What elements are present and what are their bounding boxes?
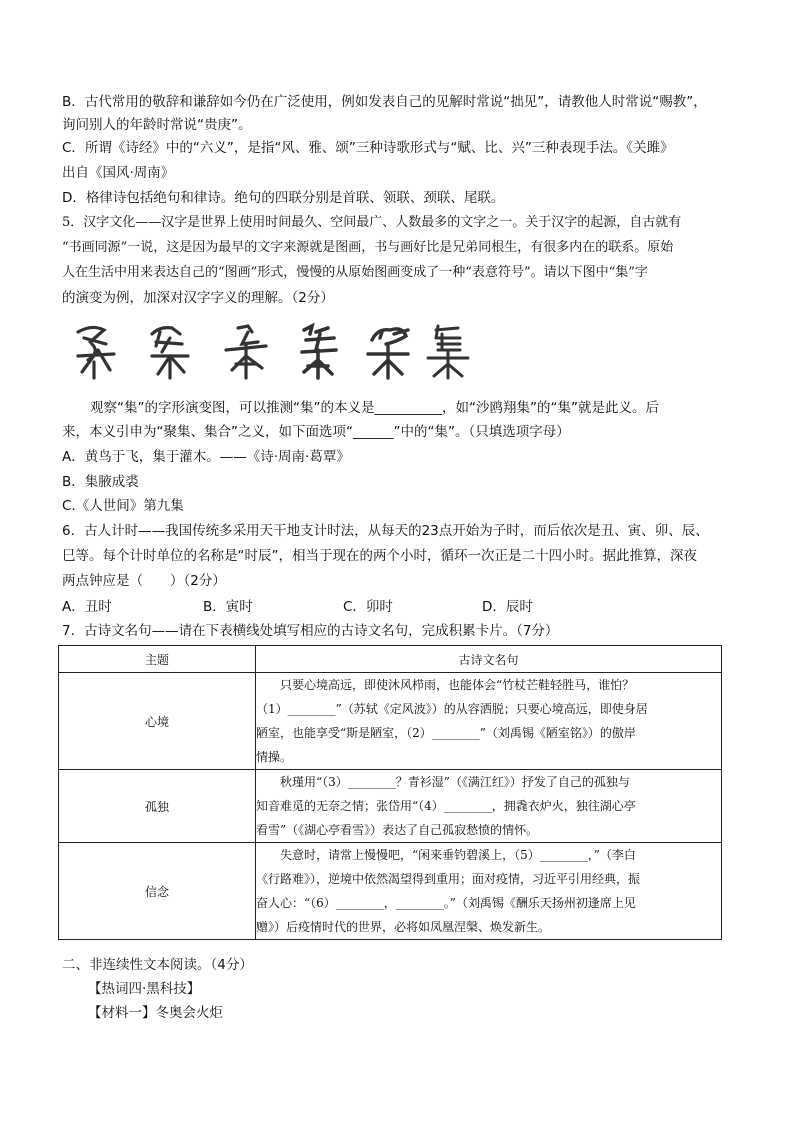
header-theme: 主题 xyxy=(59,646,256,673)
option-c-line-2: 出自《国风·周南》 xyxy=(62,165,175,181)
row-text-line: 《行路难》），逆境中依然渴望得到重用；面对疫情，习近平引用经典，振 xyxy=(256,872,641,886)
row-text-line: 赠》）后疫情时代的世界，必将如凤凰涅槃、焕发新生。 xyxy=(256,920,551,934)
table-header-row xyxy=(59,646,722,673)
row-text-line: 看雪”（《湖心亭看雪》）表达了自己孤寂愁愤的情怀。 xyxy=(256,823,539,837)
question-5-line-3: 人在生活中用来表达自己的“图画”形式，慢慢的从原始图画变成了一种“表意符号”。请以下图中“集”字 xyxy=(62,265,648,280)
row-text-line: 失意时，请常上慢慢吧，“闲来垂钓碧溪上，（5）________，”（李白 xyxy=(280,848,636,862)
row-body xyxy=(256,843,722,940)
option-b-line-1: B．古代常用的敬辞和谦辞如今仍在广泛使用，例如发表自己的见解时常说“拙见”，请教他人时常说“赐教”， xyxy=(62,94,707,110)
row-text-line: 只要心境高远，即使沐风栉雨，也能体会“竹杖芒鞋轻胜马，谁怕？ xyxy=(280,678,635,692)
ji-bronze-1-icon xyxy=(290,320,346,382)
material-1-heading: 【材料一】冬奥会火炬 xyxy=(88,1005,223,1021)
table-row xyxy=(59,843,722,940)
table-row xyxy=(59,673,722,770)
choice-b: B．集腋成裘 xyxy=(62,474,139,490)
question-6-line-2: 巳等。每个计时单位的名称是“时辰”，相当于现在的两个小时，循环一次正是二十四小时。据此推算，深夜 xyxy=(62,548,697,564)
ji-bronze-2-icon xyxy=(360,320,416,382)
hot-word-heading: 【热词四·黑科技】 xyxy=(88,981,201,997)
choice-c: C.《人世间》第九集 xyxy=(62,498,184,514)
q6-option-d: D．辰时 xyxy=(482,599,533,615)
ji-evolution-figure xyxy=(70,320,490,382)
row-text-line: 陋室，也能享受“斯是陋室，（2）________”（刘禹锡《陋室铭》）的傲岸 xyxy=(256,726,636,740)
row-text-line: 情操。 xyxy=(256,750,293,764)
ji-oracle-1-icon xyxy=(70,320,126,382)
row-text-line: 奋人心：“（6）________，________。”（刘禹锡《酬乐天扬州初逢席上见 xyxy=(256,896,636,910)
poetry-card-table xyxy=(58,645,722,940)
section-2-heading: 二、非连续性文本阅读。（4分） xyxy=(62,957,253,973)
row-text-line: 秋瑾用“（3）________？青衫湿”（《满江红》）抒发了自己的孤独与 xyxy=(280,775,630,789)
ji-seal-icon xyxy=(420,320,476,382)
question-5-line-4: 的演变为例，加深对汉字字义的理解。（2分） xyxy=(62,290,334,306)
question-7: 7．古诗文名句——请在下表横线处填写相应的古诗文名句，完成积累卡片。（7分） xyxy=(62,623,559,639)
row-theme: 孤独 xyxy=(59,770,256,843)
question-6-line-3: 两点钟应是（ ）（2分） xyxy=(62,573,226,589)
option-b-line-2: 询问别人的年龄时常说“贵庚”。 xyxy=(62,117,252,133)
row-body xyxy=(256,673,722,770)
question-5-line-1: 5．汉字文化——汉字是世界上使用时间最久、空间最广、人数最多的文字之一。关于汉字的起源，自古就有 xyxy=(62,215,682,230)
q6-option-c: C．卯时 xyxy=(343,599,393,615)
header-quotes: 古诗文名句 xyxy=(256,646,722,673)
row-body xyxy=(256,770,722,843)
table-row xyxy=(59,770,722,843)
row-text-line: （1）________”（苏轼《定风波》）的从容洒脱；只要心境高远，即使身居 xyxy=(256,702,648,716)
choice-a: A．黄鸟于飞，集于灌木。——《诗·周南·葛覃》 xyxy=(62,449,350,465)
row-theme: 信念 xyxy=(59,843,256,940)
observe-line-1: 观察“集”的字形演变图，可以推测“集”的本义是__________，如“沙鸥翔集”的“集”就是此义。后 xyxy=(90,400,659,416)
q6-option-b: B．寅时 xyxy=(203,599,253,615)
ji-oracle-3-icon xyxy=(218,320,274,382)
question-5-line-2: “书画同源”一说，这是因为最早的文字来源就是图画，书与画好比是兄弟同根生，有很多内在的联系。原始 xyxy=(62,240,674,255)
ji-oracle-2-icon xyxy=(142,320,198,382)
row-text-line: 知音难觅的无奈之情；张岱用“（4）________，拥毳衣炉火，独往湖心亭 xyxy=(256,799,636,813)
row-theme: 心境 xyxy=(59,673,256,770)
q6-option-a: A．丑时 xyxy=(62,599,112,615)
question-6-line-1: 6．古人计时——我国传统多采用天干地支计时法，从每天的23点开始为子时，而后依次是丑、寅、卯、辰、 xyxy=(62,523,709,539)
option-c-line-1: C．所谓《诗经》中的“六义”，是指“风、雅、颂”三种诗歌形式与“赋、比、兴”三种表现手法。《关雎》 xyxy=(62,140,674,156)
observe-line-2: 来，本义引申为“聚集、集合”之义，如下面选项“______”中的“集”。（只填选项字母） xyxy=(62,424,570,440)
option-d-line: D．格律诗包括绝句和律诗。绝句的四联分别是首联、领联、颈联、尾联。 xyxy=(62,190,505,206)
